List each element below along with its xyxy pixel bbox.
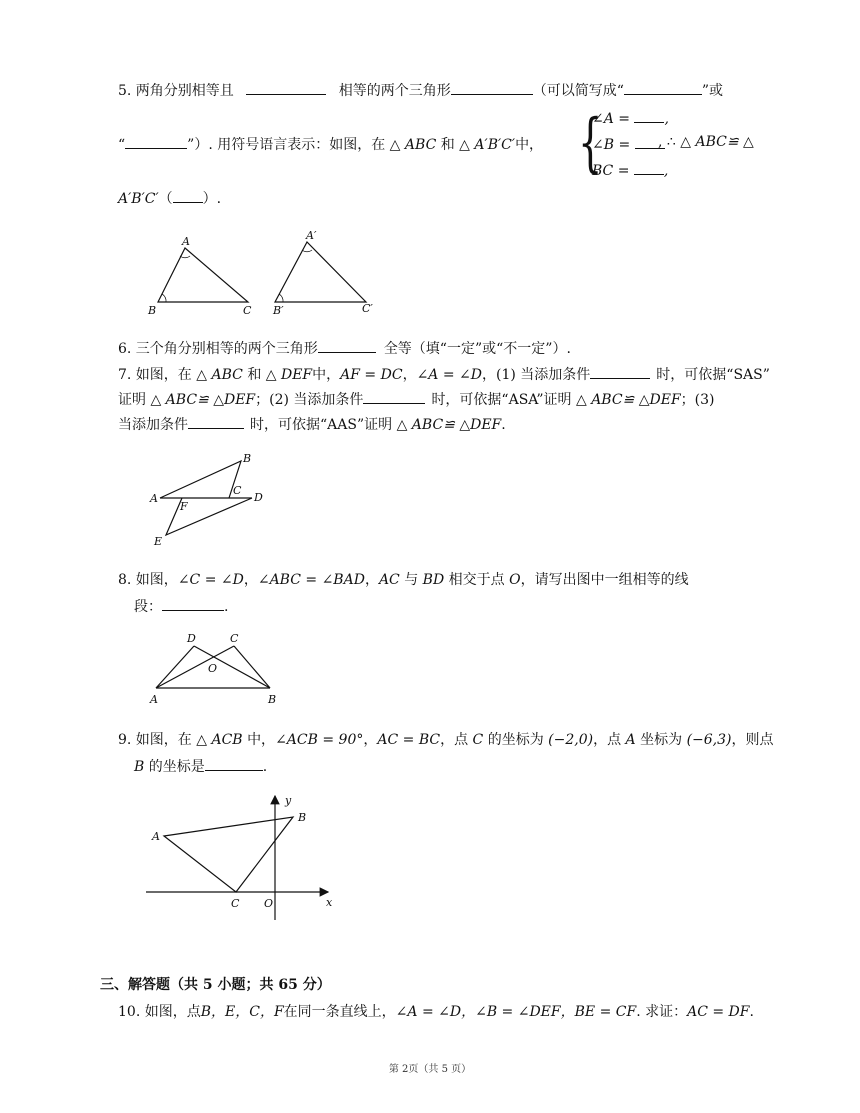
q5-therefore: , ∴ △ ABC≌ △ <box>658 134 754 150</box>
triangle-abc <box>158 248 248 302</box>
q5-text: 5. 两角分别相等且 <box>118 83 234 99</box>
q5-text: ”或 <box>701 83 724 99</box>
q6-blank[interactable] <box>318 338 376 353</box>
page-footer: 第 2页（共 5 页） <box>388 1064 472 1075</box>
label-d: D <box>187 632 196 645</box>
q5-text: （ <box>158 191 173 207</box>
q9-line1: 9. 如图，在 △ ACB 中，∠ACB = 90°，AC = BC，点 C 的坐标为 (−2,0)，点 A 坐标为 (−6,3)，则点 <box>118 732 774 748</box>
q6-text: 全等（填“一定”或“不一定”）. <box>383 341 571 357</box>
label-x: x <box>326 896 333 909</box>
label-a: A <box>150 492 158 505</box>
q7-line1: 7. 如图，在 △ ABC 和 △ DEF中，AF = DC，∠A = ∠D，(1) 当添加条件 时，可依据“SAS” <box>118 364 770 385</box>
label-a: A <box>152 830 160 843</box>
q5-text: 相等的两个三角形 <box>338 83 451 99</box>
q5-blank-3[interactable] <box>624 80 702 95</box>
q10-line: 10. 如图，点B，E，C，F在同一条直线上，∠A = ∠D，∠B = ∠DEF，BE = CF. 求证：AC = DF. <box>118 1004 754 1020</box>
label-a: A <box>150 693 158 706</box>
label-o: O <box>208 662 218 675</box>
label-d: D <box>254 491 263 504</box>
q5-blank-4[interactable] <box>125 134 187 149</box>
q5-cond-1: ∠A = , <box>592 108 669 127</box>
segment-db <box>194 646 270 688</box>
angle-mark-b-prime <box>279 294 283 302</box>
label-b: B <box>298 811 307 824</box>
q5-text: （可以简写成“ <box>532 83 624 99</box>
label-b: B <box>148 304 157 317</box>
label-c: C <box>231 897 240 910</box>
q5-blank-8[interactable] <box>173 188 203 203</box>
q6-text: 6. 三个角分别相等的两个三角形 <box>118 341 318 357</box>
q8-line1: 8. 如图，∠C = ∠D，∠ABC = ∠BAD，AC 与 BD 相交于点 O，请写出图中一组相等的线 <box>118 572 689 588</box>
angle-mark-a-prime <box>302 250 312 252</box>
segment-ac <box>156 646 234 688</box>
label-o: O <box>264 897 274 910</box>
label-c: C <box>230 632 239 645</box>
q5-text: 中， <box>515 137 544 153</box>
q5-blank-2[interactable] <box>451 80 533 95</box>
q7-line3: 当添加条件 时，可依据“AAS”证明 △ ABC≌ △DEF. <box>118 414 506 435</box>
q5-figure <box>140 228 390 320</box>
segment-cb <box>234 646 270 688</box>
q5-math: A′B′C′ <box>118 191 159 207</box>
label-b: B <box>243 452 252 465</box>
q5-cond-3: BC = , <box>592 160 668 179</box>
q5-cond-2: ∠B = <box>592 134 665 153</box>
q5-blank-5[interactable] <box>634 108 664 123</box>
label-c-prime: C′ <box>362 302 373 315</box>
q9-line2: B 的坐标是 . <box>134 756 267 777</box>
section-3-title: 三、解答题（共 5 小题；共 65 分） <box>100 977 331 993</box>
q8-line2: 段： . <box>134 596 228 617</box>
q5-line2 <box>118 134 543 155</box>
label-a-prime: A′ <box>306 229 317 242</box>
q5-blank-1[interactable] <box>246 80 326 95</box>
angle-mark-b <box>162 294 166 302</box>
label-c: C <box>233 484 242 497</box>
triangle-abc <box>160 461 241 498</box>
q8-figure <box>140 628 290 710</box>
q9-figure <box>140 790 350 930</box>
q7-line2: 证明 △ ABC≌ △DEF；(2) 当添加条件 时，可依据“ASA”证明 △ ABC≌ △DEF；(3) <box>118 389 715 410</box>
label-f: F <box>180 500 188 513</box>
triangle-acb <box>164 817 293 892</box>
q5-blank-7[interactable] <box>634 160 664 175</box>
q5-text: “ <box>118 137 126 153</box>
q5-text: ”）. 用符号语言表示：如图，在 △ <box>187 137 401 153</box>
q8-blank[interactable] <box>162 596 224 611</box>
label-c: C <box>243 304 252 317</box>
q5-line1 <box>118 80 723 101</box>
label-e: E <box>154 535 163 548</box>
label-a: A <box>182 235 190 248</box>
q7-blank-1[interactable] <box>590 364 650 379</box>
triangle-abc-prime <box>275 242 366 302</box>
q7-figure <box>140 448 280 552</box>
q5-math: A′B′C′ <box>474 137 516 153</box>
q5-line3 <box>118 188 221 209</box>
segment-ad <box>156 646 194 688</box>
label-y: y <box>285 794 292 807</box>
q5-math: ABC <box>404 137 437 153</box>
q6-line <box>118 338 571 359</box>
label-b: B <box>268 693 277 706</box>
q5-text: ）. <box>202 191 222 207</box>
q5-brace: { <box>578 106 603 180</box>
q5-text: 和 △ <box>440 137 470 153</box>
q7-blank-2[interactable] <box>363 389 425 404</box>
label-b-prime: B′ <box>273 304 284 317</box>
q7-blank-3[interactable] <box>188 414 244 429</box>
q9-blank[interactable] <box>205 756 263 771</box>
triangle-def <box>166 498 252 535</box>
